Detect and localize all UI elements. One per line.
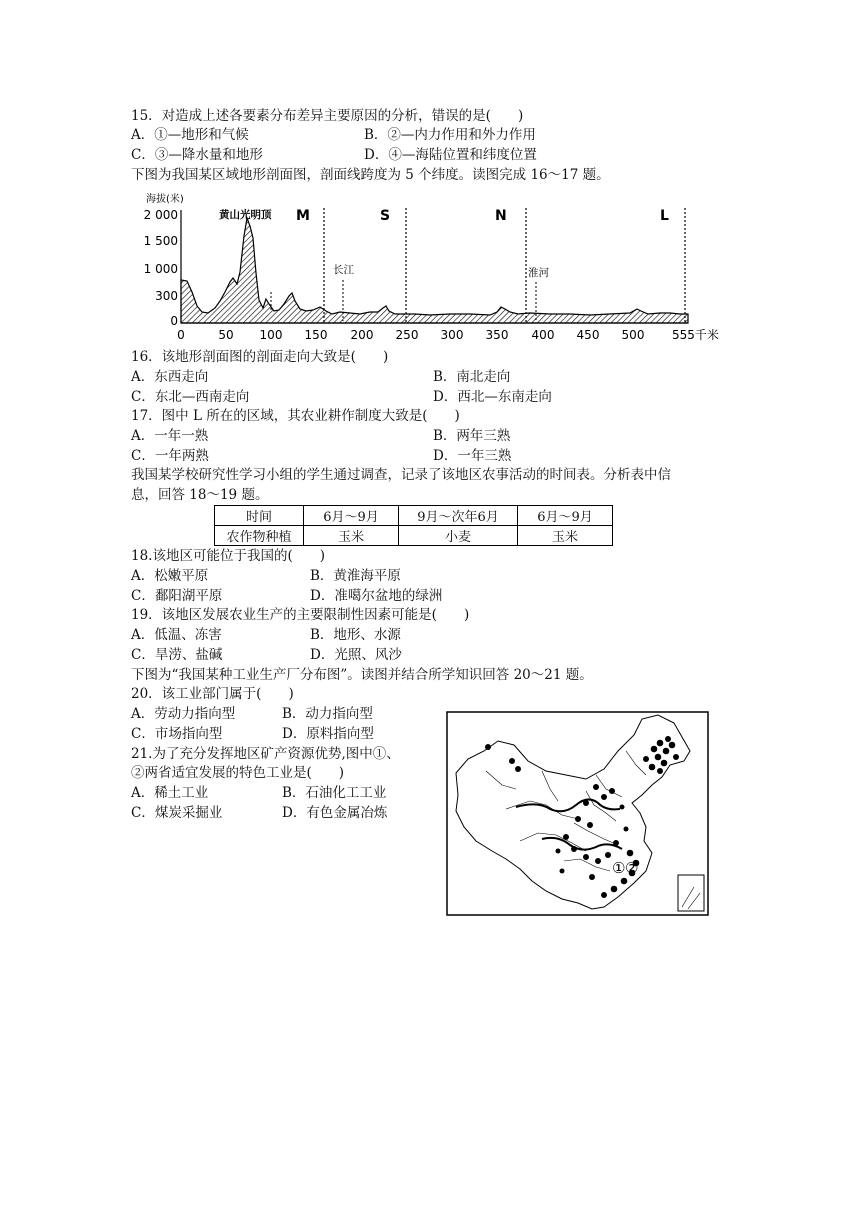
terrain-area xyxy=(181,218,688,323)
map-label-province-1: ① xyxy=(612,859,626,877)
zone-label-n: N xyxy=(495,208,507,224)
x-tick-last: 555千米 xyxy=(672,328,719,342)
table-header-cell: 6月～9月 xyxy=(518,506,613,526)
river-label-huai: 淮河 xyxy=(528,267,549,279)
x-tick: 100 xyxy=(259,328,283,342)
x-tick: 350 xyxy=(485,328,509,342)
q21-option-d: D．有色金属冶炼 xyxy=(282,805,388,821)
zone-label-m: M xyxy=(296,208,310,224)
table-cell: 小麦 xyxy=(399,526,518,546)
x-tick: 50 xyxy=(218,328,234,342)
table-header-cell: 6月～9月 xyxy=(304,506,399,526)
q17-option-b: B．两年三熟 xyxy=(433,428,511,444)
q20-option-b: B．动力指向型 xyxy=(282,706,373,722)
zone-label-s: S xyxy=(380,208,391,224)
q15-option-c: C．③—降水量和地形 xyxy=(131,147,263,163)
table-header-row xyxy=(215,506,613,526)
peak-label: 黄山光明顶 xyxy=(219,209,272,221)
q21-stem-line1: 21.为了充分发挥地区矿产资源优势,图中①、 xyxy=(131,746,400,762)
q16-option-d: D．西北—东南走向 xyxy=(433,389,552,405)
q18-option-d: D．准噶尔盆地的绿洲 xyxy=(310,588,443,604)
x-tick: 500 xyxy=(621,328,645,342)
q19-option-b: B．地形、水源 xyxy=(310,627,401,643)
y-tick: 1 500 xyxy=(143,234,178,248)
x-tick: 400 xyxy=(531,328,555,342)
x-tick: 450 xyxy=(576,328,600,342)
q19-option-c: C．旱涝、盐碱 xyxy=(131,647,223,663)
y-tick: 1 000 xyxy=(143,262,178,276)
q19-option-d: D．光照、风沙 xyxy=(310,647,402,663)
china-industry-map xyxy=(446,711,710,917)
y-tick: 300 xyxy=(155,289,178,303)
y-tick: 0 xyxy=(170,314,178,328)
q21-stem-line2: ②两省适宜发展的特色工业是( ) xyxy=(131,765,345,781)
south-sea-inset xyxy=(678,875,704,911)
table-row xyxy=(215,526,613,546)
q17-option-a: A．一年一熟 xyxy=(131,428,209,444)
map-label-province-2: ② xyxy=(625,859,639,877)
q21-option-c: C．煤炭采掘业 xyxy=(131,805,223,821)
q18-stem: 18.该地区可能位于我国的( ) xyxy=(131,548,326,564)
y-tick: 2 000 xyxy=(143,208,178,222)
q20-option-c: C．市场指向型 xyxy=(131,726,223,742)
table-cell: 农作物种植 xyxy=(215,526,304,546)
table-cell: 玉米 xyxy=(304,526,399,546)
q16-option-c: C．东北—西南走向 xyxy=(131,389,250,405)
q16-option-a: A．东西走向 xyxy=(131,369,209,385)
x-tick: 200 xyxy=(350,328,374,342)
table-header-cell: 9月～次年6月 xyxy=(399,506,518,526)
x-tick: 0 xyxy=(177,328,185,342)
y-axis-title: 海拔(米) xyxy=(146,194,184,205)
q16-stem: 16．该地形剖面图的剖面走向大致是( ) xyxy=(131,349,389,365)
x-tick: 250 xyxy=(395,328,419,342)
q19-stem: 19．该地区发展农业生产的主要限制性因素可能是( ) xyxy=(131,607,470,623)
q21-option-a: A．稀土工业 xyxy=(131,785,209,801)
x-tick: 150 xyxy=(304,328,328,342)
q15-stem: 15．对造成上述各要素分布差异主要原因的分析，错误的是( ) xyxy=(131,108,524,124)
q15-option-b: B．②—内力作用和外力作用 xyxy=(364,127,536,143)
q20-stem: 20．该工业部门属于( ) xyxy=(131,686,294,702)
q17-option-c: C．一年两熟 xyxy=(131,448,209,464)
q19-option-a: A．低温、冻害 xyxy=(131,627,222,643)
q16-option-b: B．南北走向 xyxy=(433,369,511,385)
q15-option-a: A．①—地形和气候 xyxy=(131,127,249,143)
table-cell: 玉米 xyxy=(518,526,613,546)
intro-18-19-line1: 我国某学校研究性学习小组的学生通过调查，记录了该地区农事活动的时间表。分析表中信 xyxy=(131,467,671,483)
q20-option-d: D．原料指向型 xyxy=(282,726,374,742)
intro-18-19-line2: 息，回答 18～19 题。 xyxy=(131,487,269,503)
q18-option-c: C．鄱阳湖平原 xyxy=(131,588,223,604)
table-header-cell: 时间 xyxy=(215,506,304,526)
intro-16-17: 下图为我国某区域地形剖面图，剖面线跨度为 5 个纬度。读图完成 16～17 题。 xyxy=(131,167,610,183)
q17-stem: 17．图中 L 所在的区域，其农业耕作制度大致是( ) xyxy=(131,408,460,424)
q18-option-b: B．黄淮海平原 xyxy=(310,568,401,584)
farming-calendar-table xyxy=(214,505,613,546)
q18-option-a: A．松嫩平原 xyxy=(131,568,209,584)
intro-20-21: 下图为“我国某种工业生产厂分布图”。读图并结合所学知识回答 20～21 题。 xyxy=(131,667,593,683)
q21-option-b: B．石油化工工业 xyxy=(282,785,387,801)
terrain-profile-figure xyxy=(140,188,719,350)
zone-label-l: L xyxy=(660,208,669,224)
x-tick: 300 xyxy=(440,328,464,342)
q15-option-d: D．④—海陆位置和纬度位置 xyxy=(364,147,537,163)
q20-option-a: A．劳动力指向型 xyxy=(131,706,236,722)
river-label-yangtze: 长江 xyxy=(333,264,354,276)
q17-option-d: D．一年三熟 xyxy=(433,448,512,464)
